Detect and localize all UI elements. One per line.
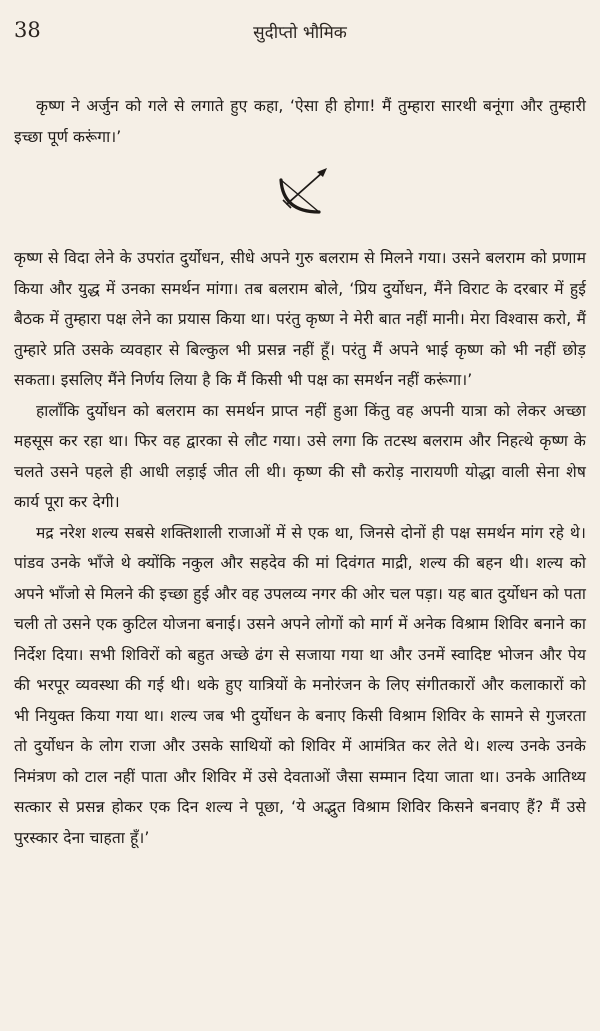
- page-header: [0, 0, 600, 50]
- paragraph: मद्र नरेश शल्य सबसे शक्तिशाली राजाओं में से एक था, जिनसे दोनों ही पक्ष समर्थन मांग रहे थे। पांडव उनके भाँजे थे क्योंकि नकुल और सहदेव की मां दिवंगत माद्री, शल्य की बहन थी। शल्य को अपने भाँजो से मिलने की इच्छा हुई और वह उपलव्य नगर की ओर चल पड़ा। यह बात दुर्योधन को पता चली तो उसने एक कुटिल योजना बनाई। उसने अपने लोगों को मार्ग में अनेक विश्राम शिविर बनाने का निर्देश दिया। सभी शिविरों को बहुत अच्छे ढंग से सजाया गया था और उनमें स्वादिष्ट भोजन और पेय की भरपूर व्यवस्था की गई थी। थके हुए यात्रियों के मनोरंजन के लिए संगीतकारों और कलाकारों को भी नियुक्त किया गया था। शल्य जब भी दुर्योधन के बनाए किसी विश्राम शिविर के सामने से गुजरता तो दुर्योधन के लोग राजा और उसके साथियों को शिविर में आमंत्रित कर लेते थे। शल्य उनके उनके निमंत्रण को टाल नहीं पाता और शिविर में उसे देवताओं जैसा सम्मान दिया जाता था। उनके आतिथ्य सत्कार से प्रसन्न होकर एक दिन शल्य ने पूछा, ‘ये अद्भुत विश्राम शिविर किसने बनवाए हैं? मैं उसे पुरस्कार देना चाहता हूँ।’: [14, 523, 586, 847]
- paragraph: कृष्ण ने अर्जुन को गले से लगाते हुए कहा, ‘ऐसा ही होगा! मैं तुम्हारा सारथी बनूंगा और तुम्हारी इच्छा पूर्ण करूंगा।’: [14, 97, 586, 146]
- bow-and-arrow-icon: [273, 166, 333, 218]
- section-2-text: [14, 243, 586, 853]
- running-title: सुदीप्तो भौमिक: [253, 23, 347, 43]
- page-number: 38: [14, 18, 41, 42]
- section-1-text: [14, 91, 586, 152]
- paragraph: कृष्ण से विदा लेने के उपरांत दुर्योधन, सीधे अपने गुरु बलराम से मिलने गया। उसने बलराम को प्रणाम किया और युद्ध में उनका समर्थन मांगा। तब बलराम बोले, ‘प्रिय दुर्योधन, मैंने विराट के दरबार में हुई बैठक में तुम्हारा पक्ष लेने का प्रयास किया था। परंतु कृष्ण ने मेरी बात नहीं मानी। मेरा विश्वास करो, मैं तुम्हारे प्रति उसके व्यवहार से बिल्कुल भी प्रसन्न नहीं हूँ। परंतु मैं अपने भाई कृष्ण को भी नहीं छोड़ सकता। इसलिए मैंने निर्णय लिया है कि मैं किसी भी पक्ष का समर्थन नहीं करूंगा।’: [14, 249, 586, 389]
- paragraph: हालाँकि दुर्योधन को बलराम का समर्थन प्राप्त नहीं हुआ किंतु वह अपनी यात्रा को लेकर अच्छा महसूस कर रहा था। फिर वह द्वारका से लौट गया। उसे लगा कि तटस्थ बलराम और निहत्थे कृष्ण के चलते उसने पहले ही आधी लड़ाई जीत ली थी। कृष्ण की सौ करोड़ नारायणी योद्धा वाली सेना शेष कार्य पूरा कर देगी।: [14, 401, 586, 511]
